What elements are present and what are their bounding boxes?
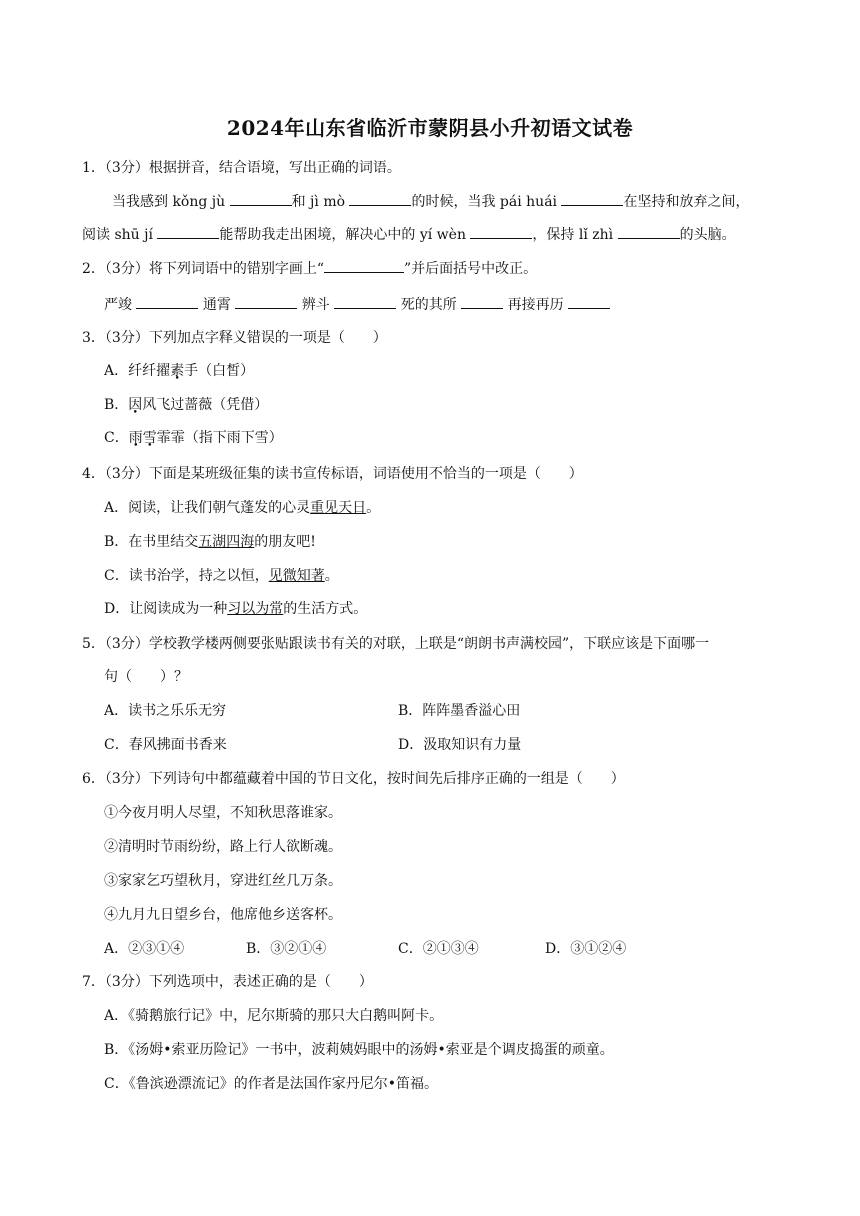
q2-word: 死的其所 <box>396 297 462 313</box>
q3-option-b[interactable] <box>104 395 268 415</box>
dotted-char: 因 <box>128 397 143 413</box>
underlined-phrase: 五湖四海 <box>198 534 255 550</box>
q7-option-b[interactable]: B．《汤姆•索亚历险记》一书中，波莉姨妈眼中的汤姆•索亚是个调皮捣蛋的顽童。 <box>104 1042 614 1058</box>
dotted-char: 素 <box>170 363 185 379</box>
option-text: 的生活方式。 <box>283 601 368 617</box>
q2-text: 2．（3分）将下列词语中的错别字画上“ <box>82 261 324 277</box>
option-text: 霏霏（指下雨下雪） <box>156 430 283 446</box>
q6-poem-4: ④九月九日望乡台，他席他乡送客杯。 <box>104 907 342 923</box>
option-text: 风飞过蔷薇（凭借） <box>142 397 269 413</box>
q6-poem-1: ①今夜月明人尽望，不知秋思落谁家。 <box>104 805 342 821</box>
q6-option-c[interactable]: C．②①③④ <box>398 941 479 957</box>
q6-poem-3: ③家家乞巧望秋月，穿进红丝几万条。 <box>104 873 342 889</box>
answer-blank[interactable] <box>568 294 610 309</box>
underlined-phrase: 见微知著 <box>268 568 325 584</box>
option-text: C．读书治学，持之以恒， <box>104 568 269 584</box>
answer-blank[interactable] <box>334 294 396 309</box>
q1-text: 的头脑。 <box>679 227 736 243</box>
q6-stem: 6．（3分）下列诗句中都蕴藏着中国的节日文化，按时间先后排序正确的一组是（ ） <box>82 771 625 787</box>
option-text: B． <box>104 397 129 413</box>
q4-option-b[interactable] <box>104 532 316 552</box>
q2-text: ”并后面括号中改正。 <box>403 261 538 277</box>
page-title: 2024年山东省临沂市蒙阴县小升初语文试卷 <box>226 116 634 140</box>
q2-word: 辨斗 <box>297 297 335 313</box>
q5-option-a[interactable]: A．读书之乐乐无穷 <box>104 703 227 719</box>
option-text: 。 <box>366 500 381 516</box>
q2-stem <box>82 258 537 279</box>
q2-words <box>104 294 610 315</box>
q2-word: 再接再历 <box>503 297 569 313</box>
option-text: D．让阅读成为一种 <box>104 601 228 617</box>
q1-text: 能帮助我走出困境，解决心中的 yí wèn <box>219 227 471 243</box>
answer-blank[interactable] <box>235 294 297 309</box>
q1-text: 和 jì mò <box>291 194 350 210</box>
answer-blank[interactable] <box>157 224 219 239</box>
q4-option-a[interactable] <box>104 498 380 518</box>
q4-stem: 4．（3分）下面是某班级征集的读书宣传标语，词语使用不恰当的一项是（ ） <box>82 466 583 482</box>
q4-option-c[interactable] <box>104 566 339 586</box>
q5-option-c[interactable]: C．春风拂面书香来 <box>104 737 227 753</box>
underlined-phrase: 习以为常 <box>227 601 284 617</box>
option-text: B．在书里结交 <box>104 534 199 550</box>
q5-option-b[interactable]: B．阵阵墨香溢心田 <box>398 703 521 719</box>
answer-blank[interactable] <box>136 294 198 309</box>
underlined-phrase: 重见天日 <box>310 500 367 516</box>
q1-text: 当我感到 kǒng jù <box>112 194 230 210</box>
answer-blank[interactable] <box>230 191 292 206</box>
q1-line1 <box>112 191 749 212</box>
option-text: A．阅读，让我们朝气蓬发的心灵 <box>104 500 311 516</box>
q6-poem-2: ②清明时节雨纷纷，路上行人欲断魂。 <box>104 839 342 855</box>
q6-option-b[interactable]: B．③②①④ <box>246 941 327 957</box>
q3-stem: 3．（3分）下列加点字释义错误的一项是（ ） <box>82 330 387 346</box>
q7-option-a[interactable]: A．《骑鹅旅行记》中，尼尔斯骑的那只大白鹅叫阿卡。 <box>104 1008 444 1024</box>
q6-option-a[interactable]: A．②③①④ <box>104 941 185 957</box>
q1-text: 的时候，当我 pái huái <box>411 194 562 210</box>
dotted-char: 雨 <box>128 430 143 446</box>
q3-option-a[interactable] <box>104 361 254 381</box>
q7-option-c[interactable]: C．《鲁滨逊漂流记》的作者是法国作家丹尼尔•笛福。 <box>104 1076 438 1092</box>
answer-blank[interactable] <box>349 191 411 206</box>
q4-option-d[interactable] <box>104 599 367 619</box>
q1-text: ，保持 lǐ zhì <box>532 227 618 243</box>
q5-stem-cont: 句（ ）？ <box>104 669 188 685</box>
q1-line2 <box>82 224 736 245</box>
q1-text: 在坚持和放弃之间， <box>623 194 750 210</box>
dotted-char: 雪 <box>142 430 157 446</box>
q7-stem: 7．（3分）下列选项中，表述正确的是（ ） <box>82 974 373 990</box>
q5-option-d[interactable]: D．汲取知识有力量 <box>398 737 522 753</box>
q5-stem: 5．（3分）学校教学楼两侧要张贴跟读书有关的对联，上联是“朗朗书声满校园”，下联应该是下面哪一 <box>82 636 710 652</box>
answer-blank[interactable] <box>461 294 503 309</box>
answer-blank[interactable] <box>618 224 680 239</box>
answer-blank[interactable] <box>470 224 532 239</box>
option-text: A．纤纤擢 <box>104 363 171 379</box>
q1-stem: 1．（3分）根据拼音，结合语境，写出正确的词语。 <box>82 160 401 176</box>
q6-option-d[interactable]: D．③①②④ <box>545 941 627 957</box>
answer-blank[interactable] <box>561 191 623 206</box>
q2-word: 严竣 <box>104 297 137 313</box>
option-text: 手（白皙） <box>184 363 255 379</box>
q2-word: 通霄 <box>198 297 236 313</box>
option-text: 。 <box>324 568 339 584</box>
underline-sample <box>324 258 404 273</box>
q1-text: 阅读 shū jí <box>82 227 158 243</box>
option-text: 的朋友吧! <box>254 534 316 550</box>
q3-option-c[interactable] <box>104 428 283 448</box>
option-text: C． <box>104 430 129 446</box>
